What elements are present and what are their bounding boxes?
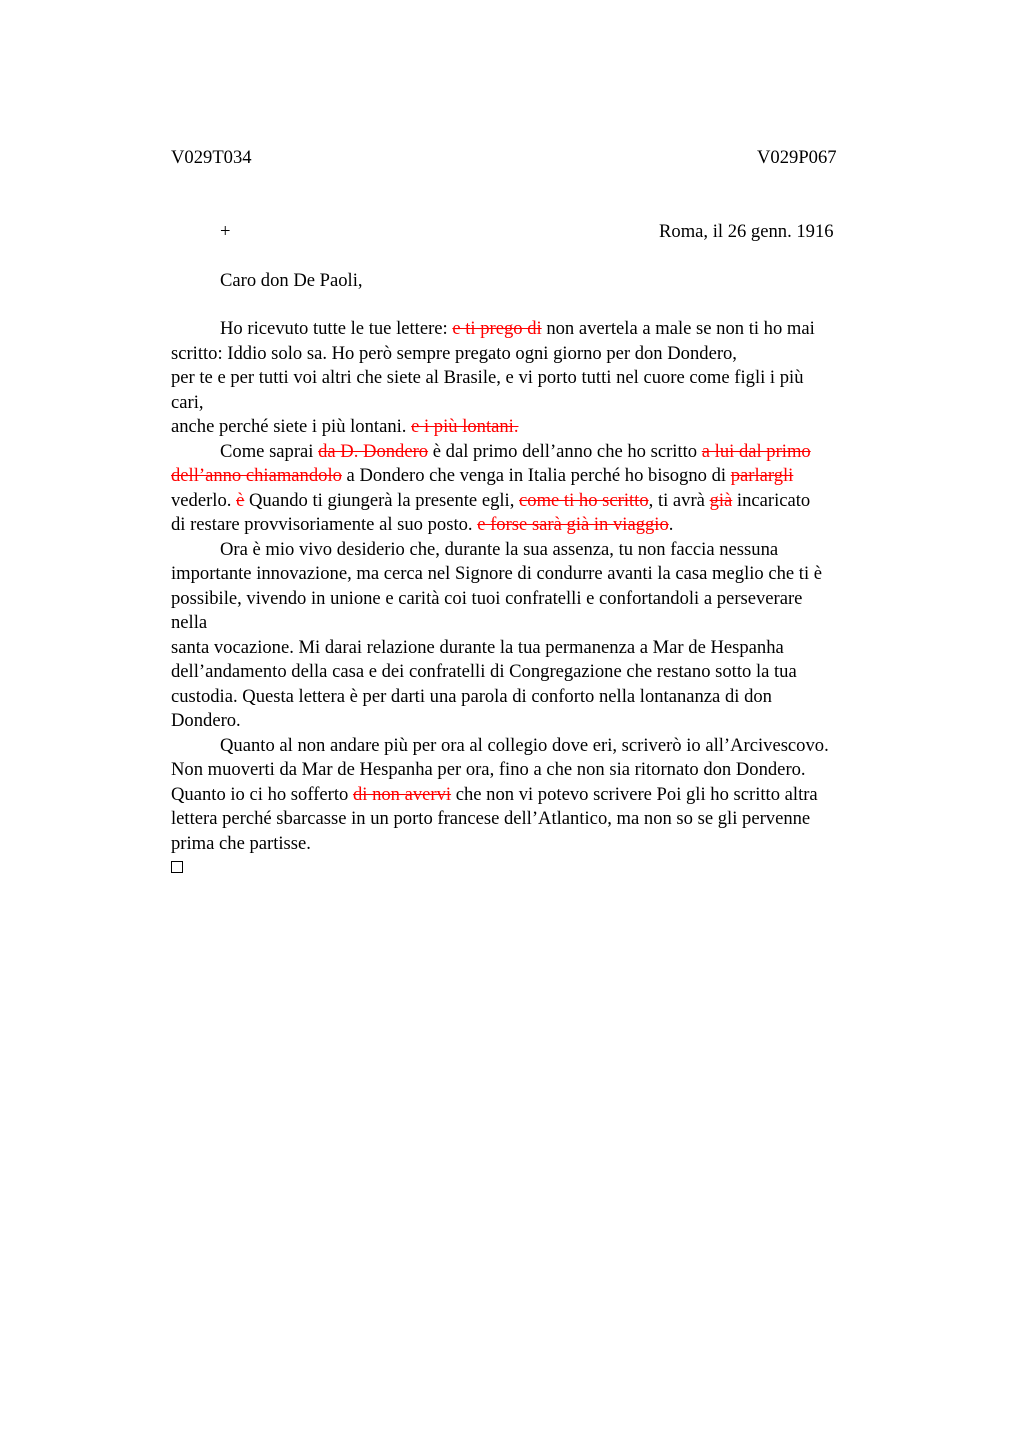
letter-line [171, 317, 901, 342]
cross-symbol: + [220, 221, 231, 242]
deleted-text: già [709, 489, 733, 511]
deleted-text: di non avervi [352, 783, 452, 805]
dateline: Roma, il 26 genn. 1916 [659, 221, 834, 242]
letter-line [171, 513, 901, 538]
letter-line [171, 807, 901, 832]
letter-text: Quanto al non andare più per ora al collegio dove eri, scriverò io all’Arcivescovo. [220, 734, 829, 756]
deleted-text: a lui dal primo [701, 440, 811, 462]
letter-line [171, 391, 901, 416]
deleted-text: e forse sarà già in viaggio [477, 514, 669, 535]
document-ref-left: V029T034 [171, 147, 252, 168]
letter-text: , ti avrà [648, 489, 710, 511]
letter-text: incaricato [732, 489, 811, 511]
letter-text: a Dondero che venga in Italia perché ho bisogno di [341, 465, 731, 486]
letter-line [171, 562, 901, 587]
end-marker-box-icon [171, 861, 183, 873]
deleted-text: e ti prego di [452, 318, 542, 339]
letter-text: nella [171, 612, 208, 633]
letter-text: santa vocazione. Mi darai relazione durante la tua permanenza a Mar de Hespanha [171, 636, 784, 658]
letter-line [171, 832, 901, 857]
letter-line [171, 415, 901, 440]
letter-text: per te e per tutti voi altri che siete al Brasile, e vi porto tutti nel cuore come figli i più [171, 367, 804, 388]
letter-text: Quando ti giungerà la presente egli, [244, 489, 520, 511]
letter-line [171, 758, 901, 783]
document-ref-right: V029P067 [757, 147, 837, 168]
letter-text: anche perché siete i più lontani. [171, 416, 412, 437]
letter-line [171, 685, 901, 710]
letter-line [171, 734, 901, 759]
letter-text: Ho ricevuto tutte le tue lettere: [220, 318, 453, 339]
letter-text: custodia. Questa lettera è per darti una parola di conforto nella lontananza di don [171, 685, 772, 707]
letter-line [171, 611, 901, 636]
letter-text: di restare provvisoriamente al suo posto. [171, 514, 478, 535]
letter-text: importante innovazione, ma cerca nel Signore di condurre avanti la casa meglio che ti è [171, 563, 823, 584]
letter-line [171, 709, 901, 734]
deleted-text: da D. Dondero [318, 440, 429, 462]
letter-line [171, 342, 901, 367]
letter-line [171, 660, 901, 685]
letter-text: cari, [171, 391, 204, 413]
letter-text: lettera perché sbarcasse in un porto francese dell’Atlantico, ma non so se gli pervenne [171, 808, 811, 829]
letter-text: è dal primo dell’anno che ho scritto [428, 440, 702, 462]
deleted-text: dell’anno chiamandolo [171, 465, 342, 486]
letter-text: Quanto io ci ho sofferto [171, 783, 353, 805]
letter-text: Come saprai [220, 440, 319, 462]
letter-text: Dondero. [171, 710, 241, 731]
letter-text: che non vi potevo scrivere Poi gli ho scritto altra [451, 783, 818, 805]
letter-text: prima che partisse. [171, 832, 311, 854]
letter-line [171, 489, 901, 514]
letter-body [171, 317, 901, 873]
letter-line [171, 538, 901, 563]
letter-line [171, 366, 901, 391]
letter-text: Ora è mio vivo desiderio che, durante la sua assenza, tu non faccia nessuna [220, 538, 779, 560]
letter-text: vederlo. [171, 489, 237, 511]
letter-line [171, 636, 901, 661]
letter-line [171, 440, 901, 465]
letter-text: Non muoverti da Mar de Hespanha per ora, fino a che non sia ritornato don Dondero. [171, 759, 806, 780]
letter-text: possibile, vivendo in unione e carità coi tuoi confratelli e confortandoli a perseverare [171, 587, 803, 609]
letter-text: scritto: Iddio solo sa. Ho però sempre pregato ogni giorno per don Dondero, [171, 342, 737, 364]
letter-line [171, 464, 901, 489]
salutation: Caro don De Paoli, [220, 270, 363, 291]
letter-text: . [668, 514, 674, 535]
deleted-text: come ti ho scritto [519, 489, 649, 511]
letter-line [171, 783, 901, 808]
letter-text: dell’andamento della casa e dei confratelli di Congregazione che restano sotto la tua [171, 661, 797, 682]
deleted-text: e i più lontani. [411, 416, 519, 437]
deleted-text: è [236, 489, 245, 511]
deleted-text: parlargli [730, 465, 794, 486]
letter-text: non avertela a male se non ti ho mai [541, 318, 815, 339]
letter-line [171, 587, 901, 612]
